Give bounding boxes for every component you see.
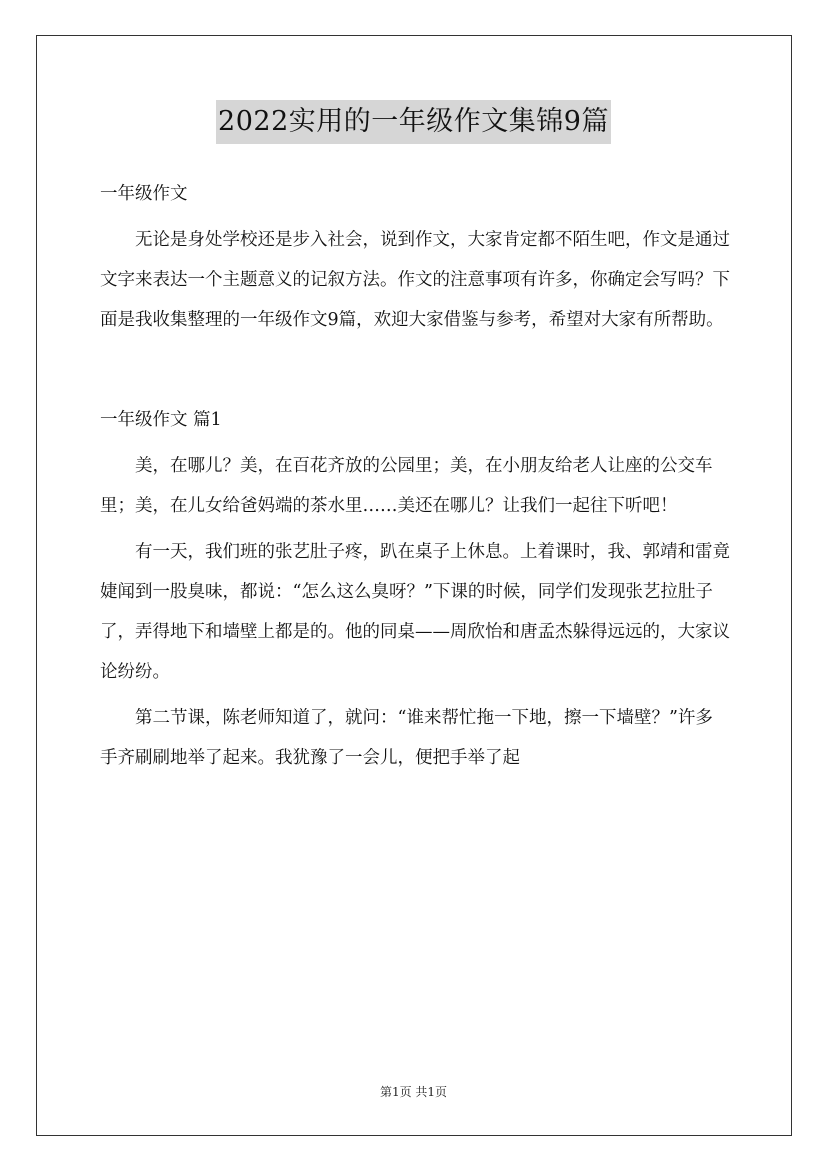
document-body: [100, 174, 730, 778]
body-paragraph-2: 有一天，我们班的张艺肚子疼，趴在桌子上休息。上着课时，我、郭靖和雷竟婕闻到一股臭味，都说：“怎么这么臭呀？”下课的时候，同学们发现张艺拉肚子了，弄得地下和墙壁上都是的。他的同桌——周欣怡和唐孟杰躲得远远的，大家议论纷纷。: [100, 542, 730, 682]
document-title: 2022实用的一年级作文集锦9篇: [216, 100, 611, 144]
intro-heading: 一年级作文: [100, 184, 188, 204]
intro-paragraph: 无论是身处学校还是步入社会，说到作文，大家肯定都不陌生吧，作文是通过文字来表达一个主题意义的记叙方法。作文的注意事项有许多，你确定会写吗？下面是我收集整理的一年级作文9篇，欢迎大家借鉴与参考，希望对大家有所帮助。: [100, 230, 730, 330]
section-heading: 一年级作文 篇1: [100, 410, 222, 430]
page-footer: 第1页 共1页: [379, 1085, 448, 1099]
body-paragraph-3: 第二节课，陈老师知道了，就问：“谁来帮忙拖一下地，擦一下墙壁？”许多手齐刷刷地举了起来。我犹豫了一会儿，便把手举了起: [100, 708, 713, 768]
title-container: [0, 100, 827, 144]
body-paragraph-1: 美，在哪儿？美，在百花齐放的公园里；美，在小朋友给老人让座的公交车里；美，在儿女给爸妈端的茶水里……美还在哪儿？让我们一起往下听吧！: [100, 456, 713, 516]
